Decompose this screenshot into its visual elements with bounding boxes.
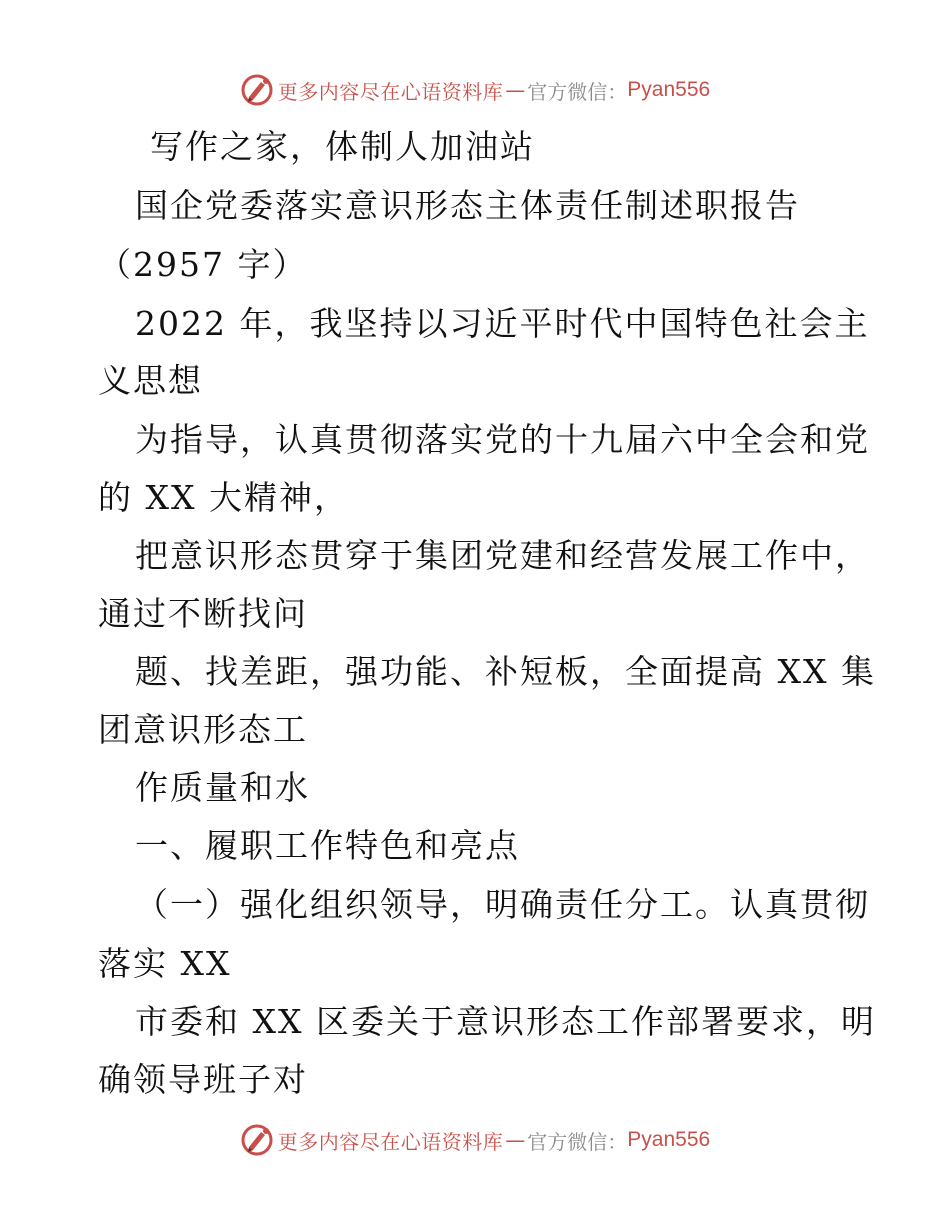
banner-wechat-id: Pyan556 (627, 1128, 711, 1151)
document-line: 落实 XX (98, 944, 232, 983)
section-heading: 一、履职工作特色和亮点 (135, 826, 520, 865)
banner-wechat-label: 官方微信： (527, 79, 628, 104)
pen-logo-icon (240, 1123, 274, 1157)
document-line: 把意识形态贯穿于集团党建和经营发展工作中， (135, 536, 870, 575)
document-line: 题、找差距，强功能、补短板，全面提高 XX 集 (135, 652, 876, 691)
document-line: 义思想 (98, 361, 203, 400)
banner-slogan: 更多内容尽在心语资料库 (277, 79, 504, 104)
document-line: 确领导班子对 (98, 1060, 308, 1099)
document-line: 的 XX 大精神， (98, 478, 349, 517)
footer-banner (0, 1120, 950, 1160)
document-line: 为指导，认真贯彻落实党的十九届六中全会和党 (135, 420, 870, 459)
banner-slogan: 更多内容尽在心语资料库 (277, 1129, 504, 1154)
banner-separator: — (505, 1128, 526, 1152)
document-line: 通过不断找问 (98, 594, 308, 633)
document-line: （一）强化组织领导，明确责任分工。认真贯彻 (135, 885, 870, 924)
banner-separator: — (505, 78, 526, 102)
document-line: 作质量和水 (135, 768, 310, 807)
document-line: 2022 年，我坚持以习近平时代中国特色社会主 (135, 304, 870, 343)
document-line: 写作之家，体制人加油站 (150, 127, 535, 166)
document-line: 市委和 XX 区委关于意识形态工作部署要求，明 (135, 1002, 876, 1041)
header-banner (0, 70, 950, 110)
document-title: 国企党委落实意识形态主体责任制述职报告 (135, 186, 800, 225)
document-line: 团意识形态工 (98, 710, 308, 749)
banner-wechat-label: 官方微信： (527, 1129, 628, 1154)
banner-wechat-id: Pyan556 (627, 78, 711, 101)
document-line: （2957 字） (98, 245, 308, 284)
pen-logo-icon (240, 73, 274, 107)
